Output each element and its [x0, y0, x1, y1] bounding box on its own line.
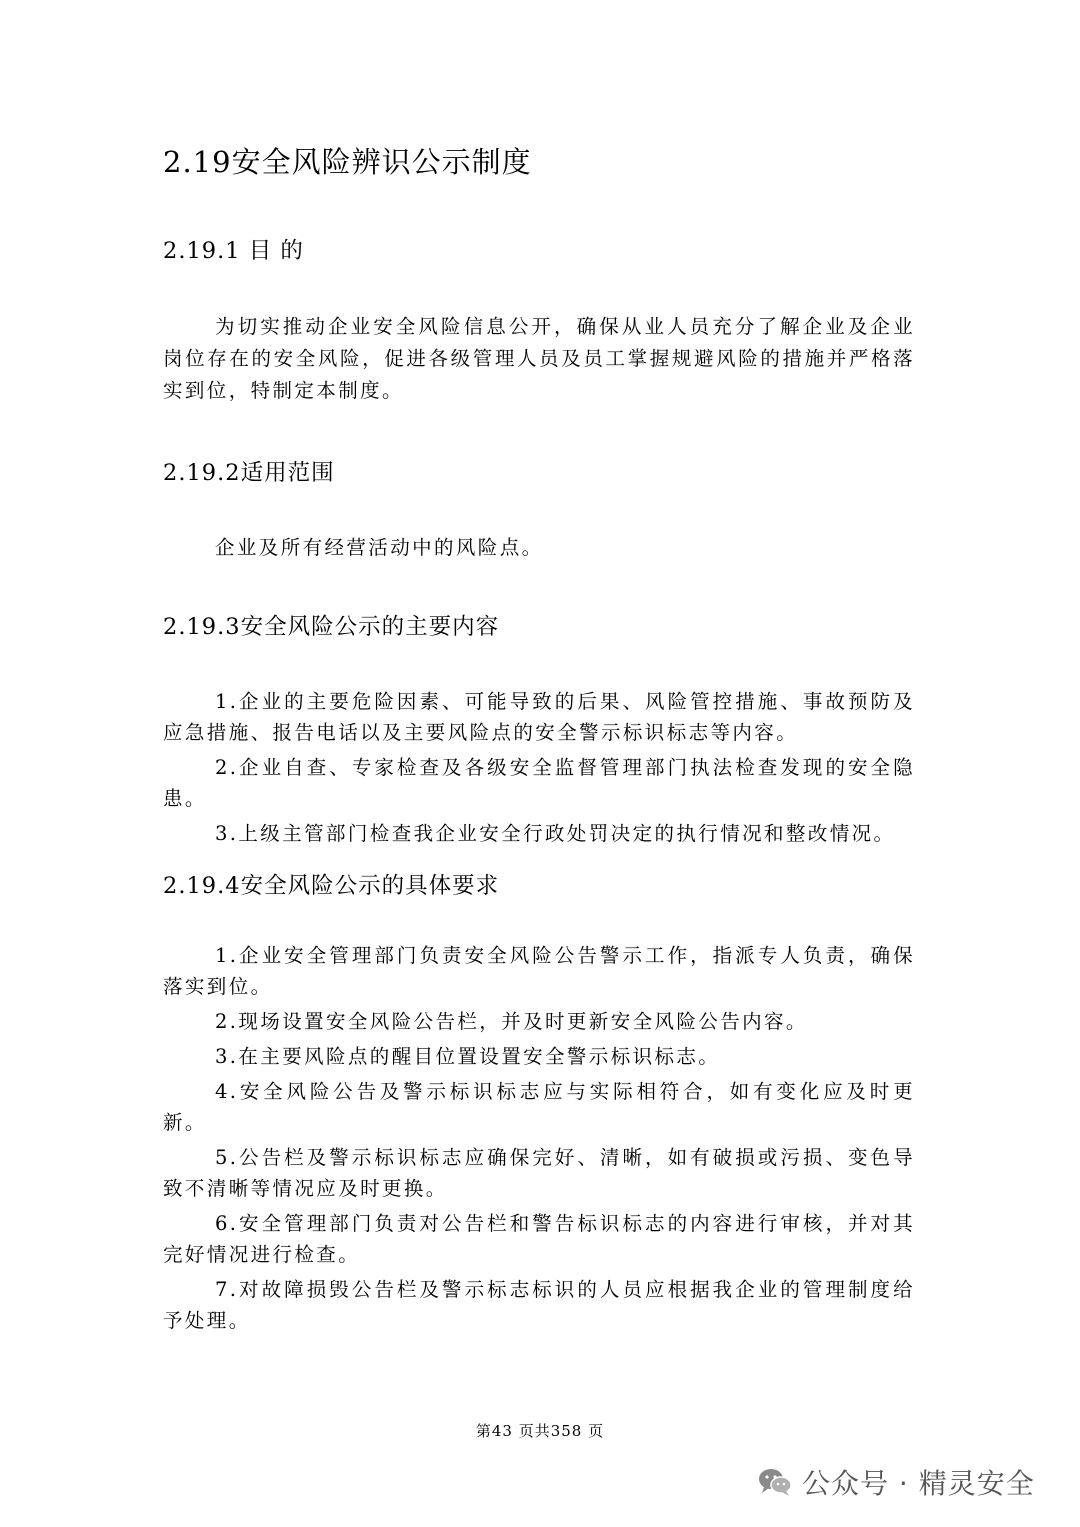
paragraph: 2.企业自查、专家检查及各级安全监督管理部门执法检查发现的安全隐患。 — [163, 756, 915, 810]
paragraph: 1.企业的主要危险因素、可能导致的后果、风险管控措施、事故预防及应急措施、报告电话以及主要风险点的安全警示标识标志等内容。 — [163, 690, 915, 744]
paragraph: 1.企业安全管理部门负责安全风险公告警示工作，指派专人负责，确保落实到位。 — [163, 944, 915, 998]
paragraph: 6.安全管理部门负责对公告栏和警告标识标志的内容进行审核，并对其完好情况进行检查。 — [163, 1212, 915, 1266]
paragraph: 4.安全风险公告及警示标识标志应与实际相符合，如有变化应及时更新。 — [163, 1080, 915, 1134]
page-number-footer: 第43 页共358 页 — [475, 1422, 605, 1440]
paragraph: 3.在主要风险点的醒目位置设置安全警示标识标志。 — [215, 1045, 721, 1068]
paragraph: 3.上级主管部门检查我企业安全行政处罚决定的执行情况和整改情况。 — [215, 822, 896, 845]
section-heading: 2.19.2适用范围 — [163, 460, 335, 486]
paragraph: 企业及所有经营活动中的风险点。 — [215, 536, 544, 559]
page-title: 2.19安全风险辨识公示制度 — [163, 145, 532, 179]
section-body — [163, 532, 915, 564]
paragraph: 7.对故障损毁公告栏及警示标志标识的人员应根据我企业的管理制度给予处理。 — [163, 1278, 915, 1332]
section-heading: 2.19.4安全风险公示的具体要求 — [163, 873, 500, 899]
section-heading: 2.19.1 目 的 — [163, 238, 304, 264]
paragraph: 为切实推动企业安全风险信息公开，确保从业人员充分了解企业及企业岗位存在的安全风险，促进各级管理人员及员工掌握规避风险的措施并严格落实到位，特制定本制度。 — [163, 315, 915, 402]
section-body — [163, 940, 915, 1336]
watermark — [758, 1462, 1035, 1502]
section-heading: 2.19.3安全风险公示的主要内容 — [163, 614, 500, 640]
section-body — [163, 311, 915, 407]
paragraph: 5.公告栏及警示标识标志应确保完好、清晰，如有破损或污损、变色导致不清晰等情况应及时更换。 — [163, 1146, 915, 1200]
watermark-text: 公众号 · 精灵安全 — [802, 1467, 1035, 1500]
section-body — [163, 686, 915, 849]
paragraph: 2.现场设置安全风险公告栏，并及时更新安全风险公告内容。 — [215, 1010, 808, 1033]
wechat-icon — [758, 1467, 792, 1497]
